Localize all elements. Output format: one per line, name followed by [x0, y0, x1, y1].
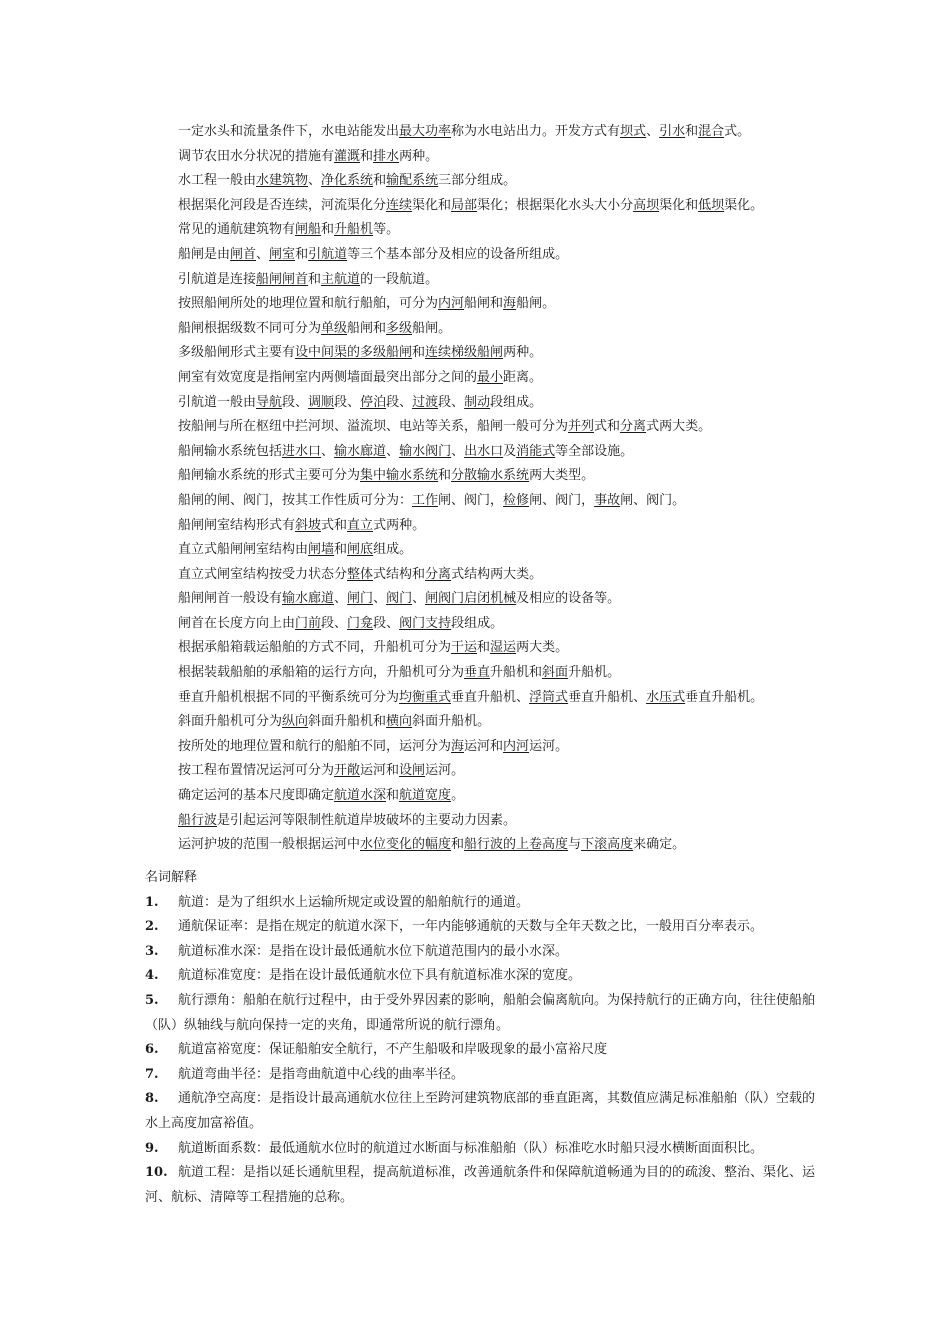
- line-text: 组成。: [373, 542, 413, 558]
- line-text: 段、: [321, 615, 348, 631]
- line-text: 等三个基本部分及相应的设备所组成。: [347, 246, 569, 262]
- answer-blank: 引航道: [308, 246, 348, 262]
- definition-number: 5.: [145, 992, 159, 1008]
- answer-blank: 分离: [620, 419, 647, 435]
- fill-in-line: [178, 636, 878, 661]
- definition-text: 航道标准水深：是指在设计最低通航水位下航道范围内的最小水深。: [178, 943, 569, 959]
- answer-blank: 事故: [594, 492, 621, 508]
- answer-blank: 门龛: [347, 615, 374, 631]
- line-text: 船闸输水系统的形式主要可分为: [178, 468, 361, 484]
- line-text: 和: [295, 246, 309, 262]
- line-text: 是引起运河等限制性航道岸坡破坏的主要动力因素。: [217, 812, 517, 828]
- line-text: 升船机。: [568, 665, 621, 681]
- definition-number: 4.: [145, 968, 159, 984]
- answer-blank: 低坝: [698, 197, 725, 213]
- answer-blank: 输水廊道: [282, 591, 335, 607]
- line-text: 垂直升船机根据不同的平衡系统可分为: [178, 689, 400, 705]
- definition-text: 航道：是为了组织水上运输所规定或设置的船舶航行的通道。: [178, 894, 530, 910]
- answer-blank: 航道宽度: [399, 788, 452, 804]
- answer-blank: 下滚高度: [581, 837, 634, 853]
- definition-number: 3.: [145, 943, 159, 959]
- line-text: 按船闸与所在枢纽中拦河坝、溢流坝、电站等关系，船闸一般可分为: [178, 419, 569, 435]
- answer-blank: 闸底: [347, 542, 374, 558]
- line-text: 船闸的闸、阀门，按其工作性质可分为：: [178, 492, 413, 508]
- fill-in-line: [178, 120, 878, 145]
- answer-blank: 水建筑物: [256, 173, 309, 189]
- answer-blank: 闸墙: [308, 542, 335, 558]
- line-text: 闸室有效宽度是指闸室内两侧墙面最突出部分之间的: [178, 369, 478, 385]
- definitions-list: [145, 891, 815, 1211]
- line-text: 船闸和: [347, 320, 387, 336]
- answer-blank: 阀门支持: [399, 615, 452, 631]
- line-text: 式。: [724, 124, 751, 139]
- answer-blank: 分散输水系统: [451, 468, 530, 484]
- line-text: 。: [451, 788, 465, 804]
- line-text: 确定运河的基本尺度即确定: [178, 788, 335, 804]
- line-text: 船闸闸首一般设有: [178, 591, 283, 607]
- line-text: 闸首在长度方向上由: [178, 615, 296, 631]
- line-text: 闸、阀门，: [438, 492, 504, 508]
- fill-in-line: [178, 415, 878, 440]
- line-text: 船闸闸室结构形式有: [178, 517, 296, 533]
- line-text: 船闸和: [464, 296, 504, 312]
- definition-number: 8.: [145, 1091, 159, 1107]
- answer-blank: 湿运: [490, 640, 517, 656]
- line-text: 闸、阀门，: [529, 492, 595, 508]
- definition-text: 航道标准宽度：是指在设计最低通航水位下具有航道标准水深的宽度。: [178, 968, 582, 984]
- line-text: 垂直升船机、: [568, 689, 647, 705]
- definition-text: 航道富裕宽度：保证船舶安全航行，不产生船吸和岸吸现象的最小富裕尺度: [178, 1042, 608, 1058]
- line-text: 称为水电站出力。开发方式有: [451, 124, 621, 139]
- line-text: 按照船闸所处的地理位置和航行船舶，可分为: [178, 296, 439, 312]
- answer-blank: 阀门: [386, 591, 413, 607]
- line-text: 斜面升船机可分为: [178, 714, 283, 730]
- fill-in-line: [178, 784, 878, 809]
- answer-blank: 工作: [412, 492, 439, 508]
- definition-number: 1.: [145, 894, 159, 910]
- answer-blank: 导航: [256, 394, 283, 410]
- line-text: 两种。: [399, 148, 439, 164]
- answer-blank: 设中间渠的多级船闸: [295, 345, 413, 361]
- fill-in-line: [178, 341, 878, 366]
- definition-number: 9.: [145, 1140, 159, 1156]
- line-text: 船闸。: [412, 320, 452, 336]
- line-text: 、: [321, 443, 335, 459]
- line-text: 式结构两大类。: [451, 566, 543, 582]
- line-text: 等。: [373, 222, 400, 238]
- fill-in-line: [178, 809, 878, 834]
- answer-blank: 均衡重式: [399, 689, 452, 705]
- line-text: 式和: [594, 419, 621, 435]
- line-text: 的一段航道。: [360, 271, 439, 287]
- answer-blank: 出水口: [464, 443, 504, 459]
- definition-item: [145, 940, 815, 965]
- fill-in-line: [178, 686, 878, 711]
- line-text: 直立式船闸闸室结构由: [178, 542, 309, 558]
- answer-blank: 排水: [373, 148, 400, 164]
- line-text: 两大类。: [516, 640, 569, 656]
- answer-blank: 调顺: [308, 394, 335, 410]
- definition-number: 7.: [145, 1066, 159, 1082]
- line-text: 斜面升船机和: [308, 714, 387, 730]
- line-text: 船闸。: [516, 296, 556, 312]
- line-text: 段、: [386, 394, 413, 410]
- fill-in-line: [178, 514, 878, 539]
- line-text: 等全部设施。: [555, 443, 634, 459]
- line-text: 和: [334, 542, 348, 558]
- line-text: 及: [503, 443, 517, 459]
- answer-blank: 分离: [425, 566, 452, 582]
- definitions-section: [145, 866, 815, 1210]
- fill-in-line: [178, 145, 878, 170]
- line-text: 根据承船箱载运船舶的方式不同，升船机可分为: [178, 640, 452, 656]
- line-text: 常见的通航建筑物有: [178, 222, 296, 238]
- line-text: 运河和: [464, 738, 504, 754]
- answer-blank: 升船机: [334, 222, 374, 238]
- definition-text: 航道工程：是指以延长通航里程，提高航道标准，改善通航条件和保障航道畅通为目的的疏浚、整治、渠化、运河、航标、清障等工程措施的总称。: [145, 1165, 816, 1205]
- answer-blank: 混合: [698, 124, 725, 139]
- line-text: 斜面升船机。: [412, 714, 491, 730]
- answer-blank: 闸船: [295, 222, 322, 238]
- answer-blank: 净化系统: [321, 173, 374, 189]
- line-text: 式和: [321, 517, 348, 533]
- answer-blank: 设闸: [399, 763, 426, 779]
- line-text: 两种。: [503, 345, 543, 361]
- line-text: 垂直升船机、: [451, 689, 530, 705]
- fill-in-line: [178, 366, 878, 391]
- line-text: 和: [685, 124, 699, 139]
- answer-blank: 闸首: [230, 246, 257, 262]
- line-text: 垂直升船机。: [685, 689, 764, 705]
- answer-blank: 水位变化的幅度: [360, 837, 452, 853]
- definition-number: 6.: [145, 1042, 159, 1058]
- fill-in-line: [178, 391, 878, 416]
- line-text: 及相应的设备等。: [516, 591, 621, 607]
- line-text: 和: [386, 788, 400, 804]
- definition-text: 航行漂角：船舶在航行过程中，由于受外界因素的影响，船舶会偏离航向。为保持航行的正确方向，往往使船舶（队）纵轴线与航向保持一定的夹角，即通常所说的航行漂角。: [145, 992, 816, 1033]
- fill-in-line: [178, 612, 878, 637]
- line-text: 渠化和: [659, 197, 699, 213]
- definition-number: 2.: [145, 919, 159, 935]
- line-text: 直立式闸室结构按受力状态分: [178, 566, 348, 582]
- definition-item: [145, 915, 815, 940]
- line-text: 段组成。: [451, 615, 504, 631]
- fill-in-line: [178, 218, 878, 243]
- line-text: 调节农田水分状况的措施有: [178, 148, 335, 164]
- answer-blank: 过渡: [412, 394, 439, 410]
- answer-blank: 消能式: [516, 443, 556, 459]
- answer-blank: 坝式: [620, 124, 647, 139]
- fill-in-line: [178, 833, 878, 858]
- answer-blank: 垂直: [464, 665, 491, 681]
- line-text: 水工程一般由: [178, 173, 257, 189]
- line-text: 、: [334, 591, 348, 607]
- answer-blank: 高坝: [633, 197, 660, 213]
- definition-item: [145, 989, 815, 1038]
- line-text: 引航道一般由: [178, 394, 257, 410]
- answer-blank: 船闸闸首: [256, 271, 309, 287]
- line-text: 和: [321, 222, 335, 238]
- fill-in-line: [178, 538, 878, 563]
- fill-in-line: [178, 169, 878, 194]
- definition-text: 通航保证率：是指在规定的航道水深下，一年内能够通航的天数与全年天数之比，一般用百分率表示。: [178, 919, 764, 935]
- answer-blank: 单级: [321, 320, 348, 336]
- line-text: 渠化。: [724, 197, 764, 213]
- answer-blank: 门前: [295, 615, 322, 631]
- answer-blank: 连续: [386, 197, 413, 213]
- answer-blank: 闸室: [269, 246, 296, 262]
- definition-item: [145, 964, 815, 989]
- line-text: 和: [360, 148, 374, 164]
- fill-in-line: [178, 661, 878, 686]
- answer-blank: 输水阀门: [399, 443, 452, 459]
- definition-text: 航道断面系数：最低通航水位时的航道过水断面与标准船舶（队）标准吃水时船只浸水横断面面积比。: [178, 1140, 764, 1156]
- line-text: 和: [451, 837, 465, 853]
- fill-in-line: [178, 563, 878, 588]
- answer-blank: 水压式: [646, 689, 686, 705]
- definition-number: 10.: [145, 1165, 168, 1181]
- answer-blank: 横向: [386, 714, 413, 730]
- line-text: 、: [646, 124, 660, 139]
- line-text: 引航道是连接: [178, 271, 257, 287]
- answer-blank: 连续梯级船闸: [425, 345, 504, 361]
- answer-blank: 输水廊道: [334, 443, 387, 459]
- line-text: 、: [256, 246, 270, 262]
- line-text: 升船机和: [490, 665, 543, 681]
- line-text: 、: [308, 173, 322, 189]
- line-text: 船闸输水系统包括: [178, 443, 283, 459]
- answer-blank: 闸门: [347, 591, 374, 607]
- line-text: 三部分组成。: [438, 173, 517, 189]
- definition-text: 通航净空高度：是指设计最高通航水位往上至跨河建筑物底部的垂直距离，其数值应满足标准船舶（队）空载的水上高度加富裕值。: [145, 1091, 816, 1131]
- answer-blank: 开敞: [334, 763, 361, 779]
- definition-item: [145, 1137, 815, 1162]
- answer-blank: 最大功率: [399, 124, 452, 139]
- line-text: 船闸根据级数不同可分为: [178, 320, 322, 336]
- line-text: 船闸是由: [178, 246, 231, 262]
- line-text: 、: [451, 443, 465, 459]
- answer-blank: 闸阀门启闭机械: [425, 591, 517, 607]
- answer-blank: 航道水深: [334, 788, 387, 804]
- fill-in-blank-section: [178, 120, 878, 858]
- line-text: 和: [438, 468, 452, 484]
- line-text: 、: [386, 443, 400, 459]
- line-text: 、: [373, 591, 387, 607]
- line-text: 段、: [438, 394, 465, 410]
- answer-blank: 斜面: [542, 665, 569, 681]
- line-text: 渠化和: [412, 197, 452, 213]
- fill-in-line: [178, 489, 878, 514]
- line-text: 按工程布置情况运河可分为: [178, 763, 335, 779]
- answer-blank: 检修: [503, 492, 530, 508]
- line-text: 两大类型。: [529, 468, 595, 484]
- line-text: 根据渠化河段是否连续，河流渠化分: [178, 197, 387, 213]
- answer-blank: 内河: [438, 296, 465, 312]
- line-text: 和: [412, 345, 426, 361]
- answer-blank: 最小: [477, 369, 504, 385]
- fill-in-line: [178, 759, 878, 784]
- line-text: 段、: [282, 394, 309, 410]
- fill-in-line: [178, 243, 878, 268]
- definitions-heading: 名词解释: [145, 870, 198, 885]
- answer-blank: 浮筒式: [529, 689, 569, 705]
- line-text: 距离。: [503, 369, 543, 385]
- answer-blank: 停泊: [360, 394, 387, 410]
- fill-in-line: [178, 587, 878, 612]
- line-text: 闸、阀门。: [620, 492, 686, 508]
- answer-blank: 引水: [659, 124, 686, 139]
- line-text: 运河。: [529, 738, 569, 754]
- definition-item: [145, 1087, 815, 1136]
- definition-text: 航道弯曲半径：是指弯曲航道中心线的曲率半径。: [178, 1066, 465, 1082]
- answer-blank: 整体: [347, 566, 374, 582]
- line-text: 段、: [373, 615, 400, 631]
- answer-blank: 干运: [451, 640, 478, 656]
- line-text: 渠化；根据渠化水头大小分: [477, 197, 634, 213]
- line-text: 按所处的地理位置和航行的船舶不同，运河分为: [178, 738, 452, 754]
- answer-blank: 海: [451, 738, 465, 754]
- fill-in-line: [178, 194, 878, 219]
- line-text: 运河护坡的范围一般根据运河中: [178, 837, 361, 853]
- line-text: 来确定。: [633, 837, 686, 853]
- fill-in-line: [178, 440, 878, 465]
- answer-blank: 输配系统: [386, 173, 439, 189]
- answer-blank: 直立: [347, 517, 374, 533]
- definition-item: [145, 1038, 815, 1063]
- fill-in-line: [178, 735, 878, 760]
- fill-in-line: [178, 710, 878, 735]
- line-text: 、: [412, 591, 426, 607]
- answer-blank: 纵向: [282, 714, 309, 730]
- line-text: 一定水头和流量条件下，水电站能发出: [178, 124, 400, 139]
- fill-in-line: [178, 268, 878, 293]
- line-text: 段、: [334, 394, 361, 410]
- fill-in-line: [178, 292, 878, 317]
- fill-in-line: [178, 317, 878, 342]
- line-text: 和: [308, 271, 322, 287]
- line-text: 运河。: [425, 763, 465, 779]
- answer-blank: 斜坡: [295, 517, 322, 533]
- answer-blank: 制动: [464, 394, 491, 410]
- answer-blank: 进水口: [282, 443, 322, 459]
- answer-blank: 主航道: [321, 271, 361, 287]
- answer-blank: 并列: [568, 419, 595, 435]
- answer-blank: 海: [503, 296, 517, 312]
- answer-blank: 灌溉: [334, 148, 361, 164]
- answer-blank: 船行波: [178, 812, 218, 828]
- answer-blank: 局部: [451, 197, 478, 213]
- line-text: 式两种。: [373, 517, 426, 533]
- line-text: 根据装载船舶的承船箱的运行方向，升船机可分为: [178, 665, 465, 681]
- line-text: 段组成。: [490, 394, 543, 410]
- fill-in-line: [178, 464, 878, 489]
- line-text: 与: [568, 837, 582, 853]
- answer-blank: 集中输水系统: [360, 468, 439, 484]
- line-text: 和: [373, 173, 387, 189]
- answer-blank: 内河: [503, 738, 530, 754]
- line-text: 和: [477, 640, 491, 656]
- definition-item: [145, 1063, 815, 1088]
- answer-blank: 船行波的上卷高度: [464, 837, 569, 853]
- answer-blank: 多级: [386, 320, 413, 336]
- line-text: 运河和: [360, 763, 400, 779]
- definition-item: [145, 891, 815, 916]
- definition-item: [145, 1161, 815, 1210]
- line-text: 式结构和: [373, 566, 426, 582]
- line-text: 多级船闸形式主要有: [178, 345, 296, 361]
- line-text: 式两大类。: [646, 419, 712, 435]
